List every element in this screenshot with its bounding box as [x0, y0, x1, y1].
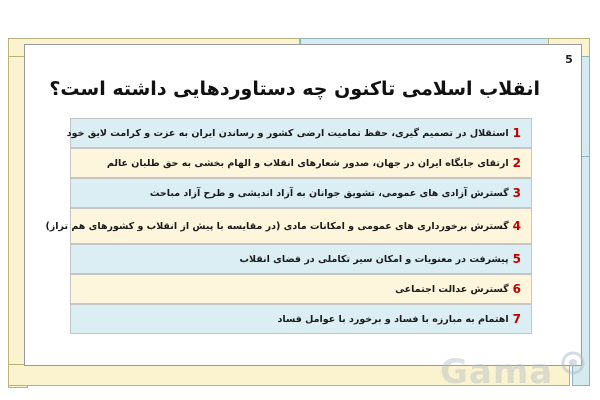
- achievements-list: [45, 118, 532, 330]
- item-number: 3: [512, 186, 521, 200]
- list-item: [70, 148, 532, 178]
- list-item: [70, 304, 532, 334]
- item-text: استقلال در تصمیم گیری، حفظ تمامیت ارضی کشور و رساندن ایران به عزت و کرامت لایق خود: [66, 127, 509, 139]
- item-text: پیشرفت در معنویات و امکان سیر تکاملی در فضای انقلاب: [239, 253, 509, 265]
- item-number: 1: [512, 126, 521, 140]
- list-item: [66, 118, 532, 148]
- item-text: گسترش عدالت اجتماعی: [395, 283, 509, 295]
- item-text: اهتمام به مبارزه با فساد و برخورد با عوامل فساد: [277, 313, 509, 325]
- item-number: 5: [512, 252, 521, 266]
- list-item: [70, 244, 532, 274]
- item-text: ارتقای جایگاه ایران در جهان، صدور شعارهای انقلاب و الهام بخشی به حق طلبان عالم: [106, 157, 509, 169]
- slide-title: انقلاب اسلامی تاکنون چه دستاوردهایی داشته است؟: [49, 78, 540, 100]
- list-item: [70, 274, 532, 304]
- watermark-logo-text: Gama: [440, 352, 554, 392]
- item-text: گسترش برخورداری های عمومی و امکانات مادی (در مقایسه با پیش از انقلاب و کشورهای هم تراز): [45, 220, 509, 232]
- list-item: [45, 208, 532, 244]
- item-number: 7: [512, 312, 521, 326]
- item-number: 4: [512, 219, 521, 233]
- item-number: 2: [512, 156, 521, 170]
- item-number: 6: [512, 282, 521, 296]
- slide-number: 5: [565, 52, 573, 66]
- gama-logo-icon: [560, 350, 586, 376]
- list-item: [70, 178, 532, 208]
- item-text: گسترش آزادی های عمومی، تشویق جوانان به آزاد اندیشی و طرح آزاد مباحث: [149, 187, 509, 199]
